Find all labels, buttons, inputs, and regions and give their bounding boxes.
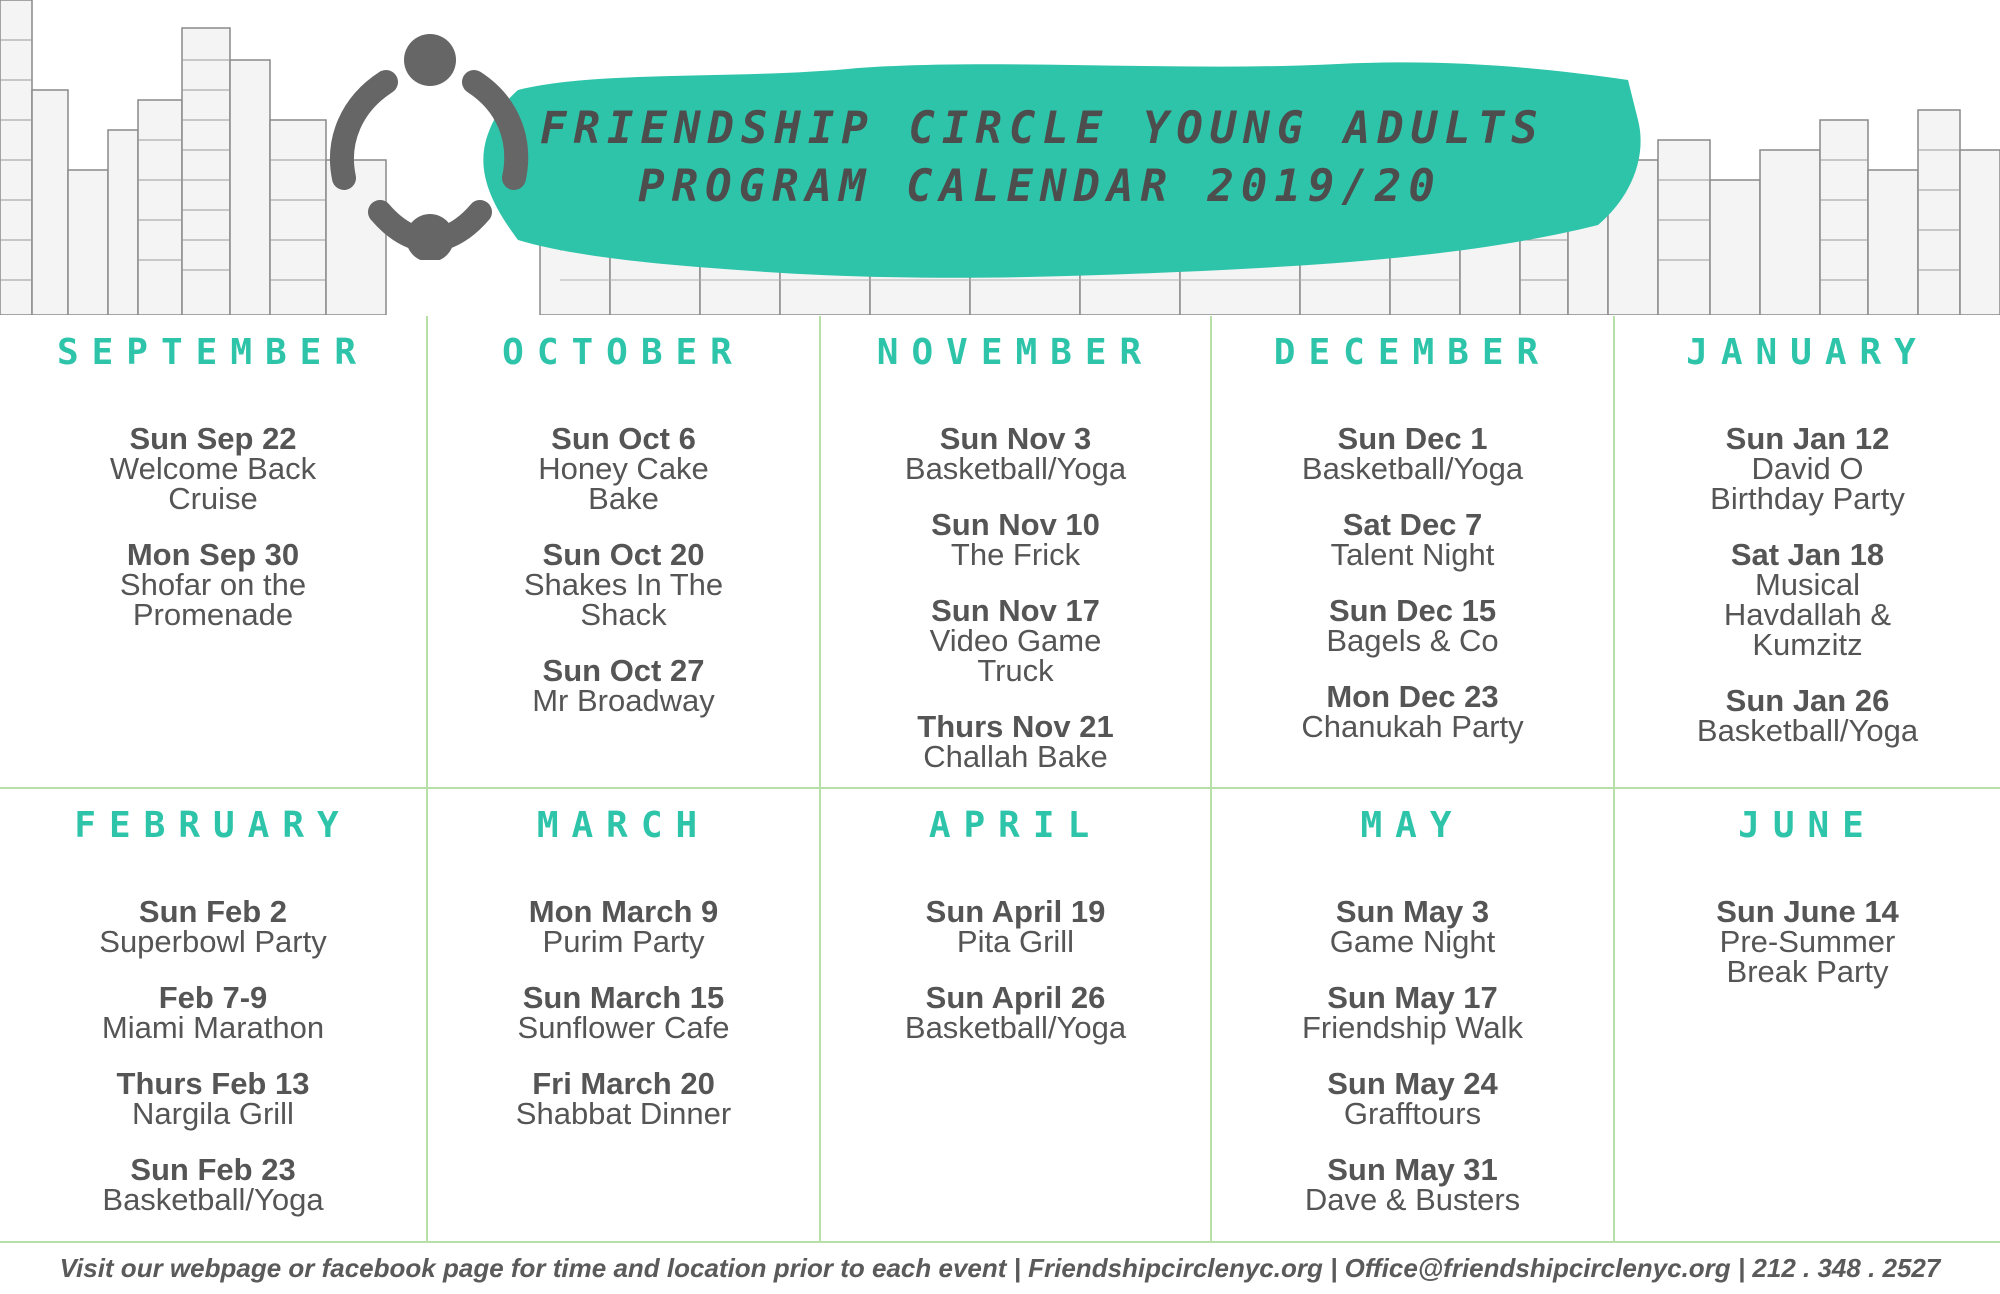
event-item [1212, 894, 1613, 959]
event-date: Sun May 24 [1327, 1066, 1498, 1101]
event-item [1212, 1066, 1613, 1131]
event-item [1615, 894, 2000, 989]
event-list [1615, 894, 2000, 1013]
event-date: Sun Feb 2 [138, 894, 288, 929]
month-heading: OCTOBER [502, 332, 745, 373]
title-line-2: PROGRAM CALENDAR 2019/20 [638, 161, 1442, 212]
event-item [821, 593, 1210, 688]
event-name: Challah Bake [923, 739, 1108, 774]
event-date: Sun Oct 6 [551, 421, 696, 456]
calendar-grid [0, 316, 2000, 1243]
footer-text: Visit our webpage or facebook page for time and location prior to each event | Friendshipcirclenyc.org | Office@friendshipcirclenyc.org | 212 . 348 . 2527 [59, 1253, 1941, 1283]
event-item [821, 507, 1210, 572]
event-name: Video Game Truck [929, 623, 1102, 688]
event-name: David O Birthday Party [1710, 451, 1905, 516]
month-heading: SEPTEMBER [56, 332, 370, 373]
event-item [428, 894, 819, 959]
event-item [428, 980, 819, 1045]
event-name: Pre-Summer Break Party [1719, 924, 1896, 989]
event-date: Sat Jan 18 [1730, 537, 1885, 572]
month-cell-november [821, 316, 1210, 787]
event-list [428, 894, 819, 1155]
event-item [1212, 679, 1613, 744]
event-name: Musical Havdallah & Kumzitz [1723, 567, 1892, 662]
event-date: Sun May 31 [1327, 1152, 1498, 1187]
event-date: Sun April 19 [925, 894, 1106, 929]
event-date: Sun May 17 [1327, 980, 1498, 1015]
event-date: Sun March 15 [522, 980, 725, 1015]
month-heading: MAY [1360, 805, 1465, 846]
month-heading: APRIL [928, 805, 1103, 846]
month-heading: JANUARY [1686, 332, 1929, 373]
event-list [821, 894, 1210, 1069]
event-date: Mon Sep 30 [126, 537, 300, 572]
event-name: Basketball/Yoga [102, 1182, 324, 1217]
month-cell-october [428, 316, 819, 787]
event-date: Sun Oct 20 [542, 537, 705, 572]
event-item [1212, 593, 1613, 658]
event-name: Purim Party [542, 924, 705, 959]
event-name: Superbowl Party [99, 924, 327, 959]
event-name: Dave & Busters [1304, 1182, 1521, 1217]
month-cell-march [428, 789, 819, 1241]
month-cell-june [1615, 789, 2000, 1241]
event-date: Sun Jan 26 [1725, 683, 1890, 718]
event-item [0, 980, 426, 1045]
event-item [821, 709, 1210, 774]
event-name: Shakes In The Shack [523, 567, 724, 632]
event-date: Sun April 26 [925, 980, 1106, 1015]
event-date: Sun Oct 27 [542, 653, 705, 688]
event-date: Sat Dec 7 [1342, 507, 1483, 542]
event-date: Sun Nov 3 [939, 421, 1092, 456]
event-list [1212, 894, 1613, 1241]
event-date: Feb 7-9 [158, 980, 268, 1015]
event-name: Shofar on the Promenade [119, 567, 307, 632]
event-date: Mon Dec 23 [1326, 679, 1499, 714]
event-name: Game Night [1329, 924, 1496, 959]
event-date: Fri March 20 [532, 1066, 715, 1101]
event-date: Sun Sep 22 [129, 421, 297, 456]
event-item [0, 421, 426, 516]
event-item [0, 1066, 426, 1131]
event-list [428, 421, 819, 742]
event-name: Bagels & Co [1326, 623, 1499, 658]
event-item [428, 1066, 819, 1131]
event-item [1615, 683, 2000, 748]
event-item [0, 1152, 426, 1217]
event-name: Grafftours [1343, 1096, 1482, 1131]
month-cell-may [1212, 789, 1613, 1241]
month-cell-february [0, 789, 426, 1241]
event-name: Basketball/Yoga [904, 451, 1127, 486]
event-name: The Frick [950, 537, 1081, 572]
event-item [1615, 421, 2000, 516]
event-date: Thurs Nov 21 [917, 709, 1114, 744]
event-date: Sun Feb 23 [130, 1152, 296, 1187]
event-list [1212, 421, 1613, 768]
event-name: Friendship Walk [1301, 1010, 1524, 1045]
month-heading: MARCH [536, 805, 711, 846]
event-name: Nargila Grill [132, 1096, 294, 1131]
event-name: Basketball/Yoga [904, 1010, 1127, 1045]
event-item [428, 421, 819, 516]
event-item [1212, 421, 1613, 486]
event-date: Sun Nov 17 [931, 593, 1100, 628]
month-cell-september [0, 316, 426, 787]
event-list [821, 421, 1210, 798]
event-item [428, 537, 819, 632]
event-date: Sun Jan 12 [1725, 421, 1890, 456]
event-name: Pita Grill [956, 924, 1075, 959]
event-name: Mr Broadway [532, 683, 715, 718]
event-name: Honey Cake Bake [538, 451, 709, 516]
event-name: Welcome Back Cruise [109, 451, 317, 516]
event-date: Thurs Feb 13 [116, 1066, 310, 1101]
event-item [1212, 980, 1613, 1045]
event-date: Sun Nov 10 [931, 507, 1100, 542]
event-name: Shabbat Dinner [515, 1096, 732, 1131]
event-date: Sun June 14 [1716, 894, 1899, 929]
month-heading: DECEMBER [1273, 332, 1552, 373]
event-date: Sun May 3 [1335, 894, 1490, 929]
event-item [821, 894, 1210, 959]
header-banner [0, 0, 2000, 315]
event-item [1212, 507, 1613, 572]
event-item [821, 421, 1210, 486]
event-date: Sun Dec 1 [1337, 421, 1488, 456]
friendship-circle-logo [322, 30, 538, 260]
event-item [1615, 537, 2000, 662]
event-name: Talent Night [1330, 537, 1495, 572]
page-title [540, 100, 1545, 216]
month-heading: NOVEMBER [876, 332, 1155, 373]
event-item [821, 980, 1210, 1045]
event-item [0, 894, 426, 959]
event-list [0, 421, 426, 656]
event-name: Miami Marathon [101, 1010, 325, 1045]
event-name: Basketball/Yoga [1301, 451, 1524, 486]
event-name: Sunflower Cafe [517, 1010, 730, 1045]
month-heading: FEBRUARY [74, 805, 352, 846]
event-date: Sun Dec 15 [1328, 593, 1497, 628]
month-cell-december [1212, 316, 1613, 787]
event-name: Chanukah Party [1301, 709, 1524, 744]
month-cell-january [1615, 316, 2000, 787]
event-item [428, 653, 819, 718]
event-date: Mon March 9 [528, 894, 719, 929]
event-list [1615, 421, 2000, 772]
month-cell-april [821, 789, 1210, 1241]
event-item [0, 537, 426, 632]
event-list [0, 894, 426, 1241]
event-item [1212, 1152, 1613, 1217]
event-name: Basketball/Yoga [1696, 713, 1919, 748]
month-heading: JUNE [1738, 805, 1877, 846]
footer-contact [0, 1243, 2000, 1293]
title-line-1: FRIENDSHIP CIRCLE YOUNG ADULTS [540, 103, 1545, 154]
